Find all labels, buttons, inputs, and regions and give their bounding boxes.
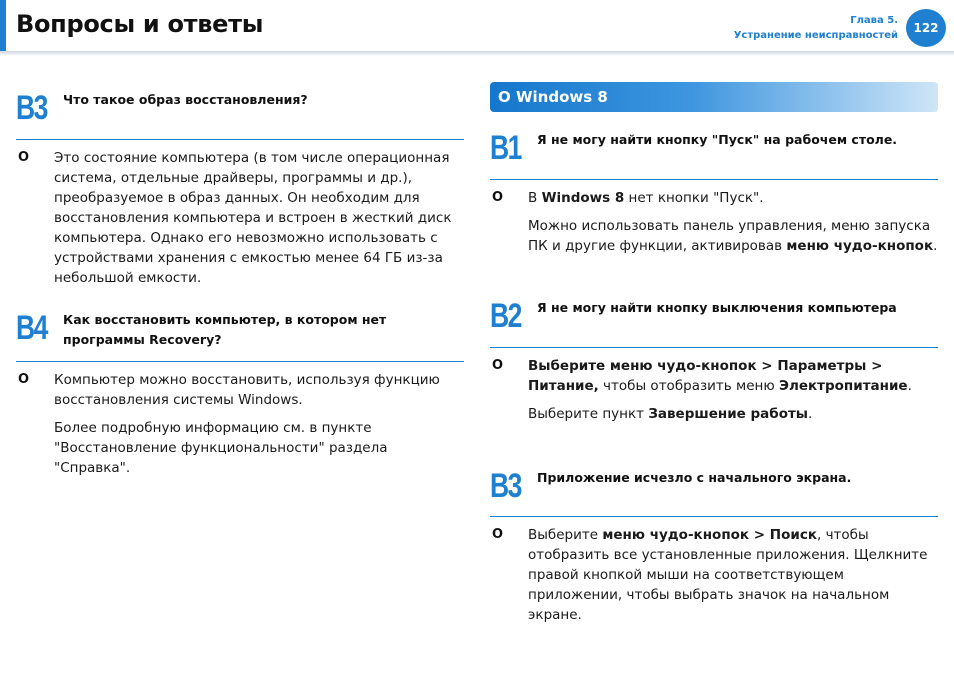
answer-paragraph: В Windows 8 нет кнопки "Пуск". [528, 190, 764, 206]
question-header [490, 128, 938, 180]
answer-block [490, 525, 938, 625]
page-number-badge: 122 [906, 9, 946, 47]
chapter-number: Глава 5. [850, 15, 898, 26]
answer-mark: O [492, 190, 504, 205]
question-header [16, 308, 464, 362]
answer-paragraph: Более подробную информацию см. в пункте "Восстановление функциональности" раздела "Справка". [54, 420, 388, 476]
question-header [490, 296, 938, 348]
question-mark: B2 [490, 297, 521, 335]
answer-paragraph: Это состояние компьютера (в том числе операционная система, отдельные драйверы, программы и др.), преобразуемое в образ данных. Он необходим для восстановления компьютера и встроен в жесткий диск компьютера. Однако его невозможно использовать с устройствами хранения с емкостью менее 64 ГБ из-за небольшой емкости. [54, 150, 452, 286]
answer-mark: O [492, 358, 504, 373]
chapter-info [734, 13, 898, 43]
answer-paragraph: Выберите пункт Завершение работы. [528, 406, 813, 422]
answer-mark: O [18, 150, 30, 165]
qa-right-b2 [490, 296, 938, 432]
section-title: О Windows 8 [498, 88, 608, 106]
question-mark: B3 [16, 89, 47, 127]
question-text: Что такое образ восстановления? [63, 92, 308, 107]
answer-block [490, 356, 938, 424]
question-text: Как восстановить компьютер, в котором нет программы Recovery? [63, 312, 387, 347]
answer-block [16, 370, 464, 478]
answer-mark: O [492, 527, 504, 542]
answer-mark: O [18, 372, 30, 387]
header-accent-bar [0, 0, 6, 52]
answer-paragraph: Выберите меню чудо-кнопок > Поиск, чтобы отобразить все установленные приложения. Щелкните правой кнопкой мыши на соответствующем приложении, чтобы выбрать значок на начальном экране. [528, 527, 928, 623]
qa-right-b3 [490, 466, 938, 633]
answer-paragraph: Можно использовать панель управления, меню запуска ПК и другие функции, активировав меню чудо-кнопок. [528, 218, 938, 254]
answer-block [16, 148, 464, 288]
question-text: Приложение исчезло с начального экрана. [537, 470, 852, 485]
answer-paragraph: Выберите меню чудо-кнопок > Параметры > Питание, чтобы отобразить меню Электропитание. [528, 358, 912, 394]
answer-paragraph: Компьютер можно восстановить, используя функцию восстановления системы Windows. [54, 372, 440, 408]
page-title: Вопросы и ответы [16, 10, 264, 38]
question-mark: B4 [16, 309, 47, 347]
qa-left-b3 [16, 88, 464, 296]
question-header [490, 466, 938, 517]
qa-left-b4 [16, 308, 464, 486]
question-text: Я не могу найти кнопку "Пуск" на рабочем столе. [537, 132, 898, 147]
question-header [16, 88, 464, 140]
question-mark: B1 [490, 129, 521, 167]
header-divider [0, 51, 954, 56]
question-mark: B3 [490, 467, 521, 505]
answer-block [490, 188, 938, 256]
chapter-title: Устранение неисправностей [733, 30, 898, 41]
qa-right-b1 [490, 128, 938, 264]
section-header [490, 82, 938, 112]
question-text: Я не могу найти кнопку выключения компьютера [537, 300, 897, 315]
